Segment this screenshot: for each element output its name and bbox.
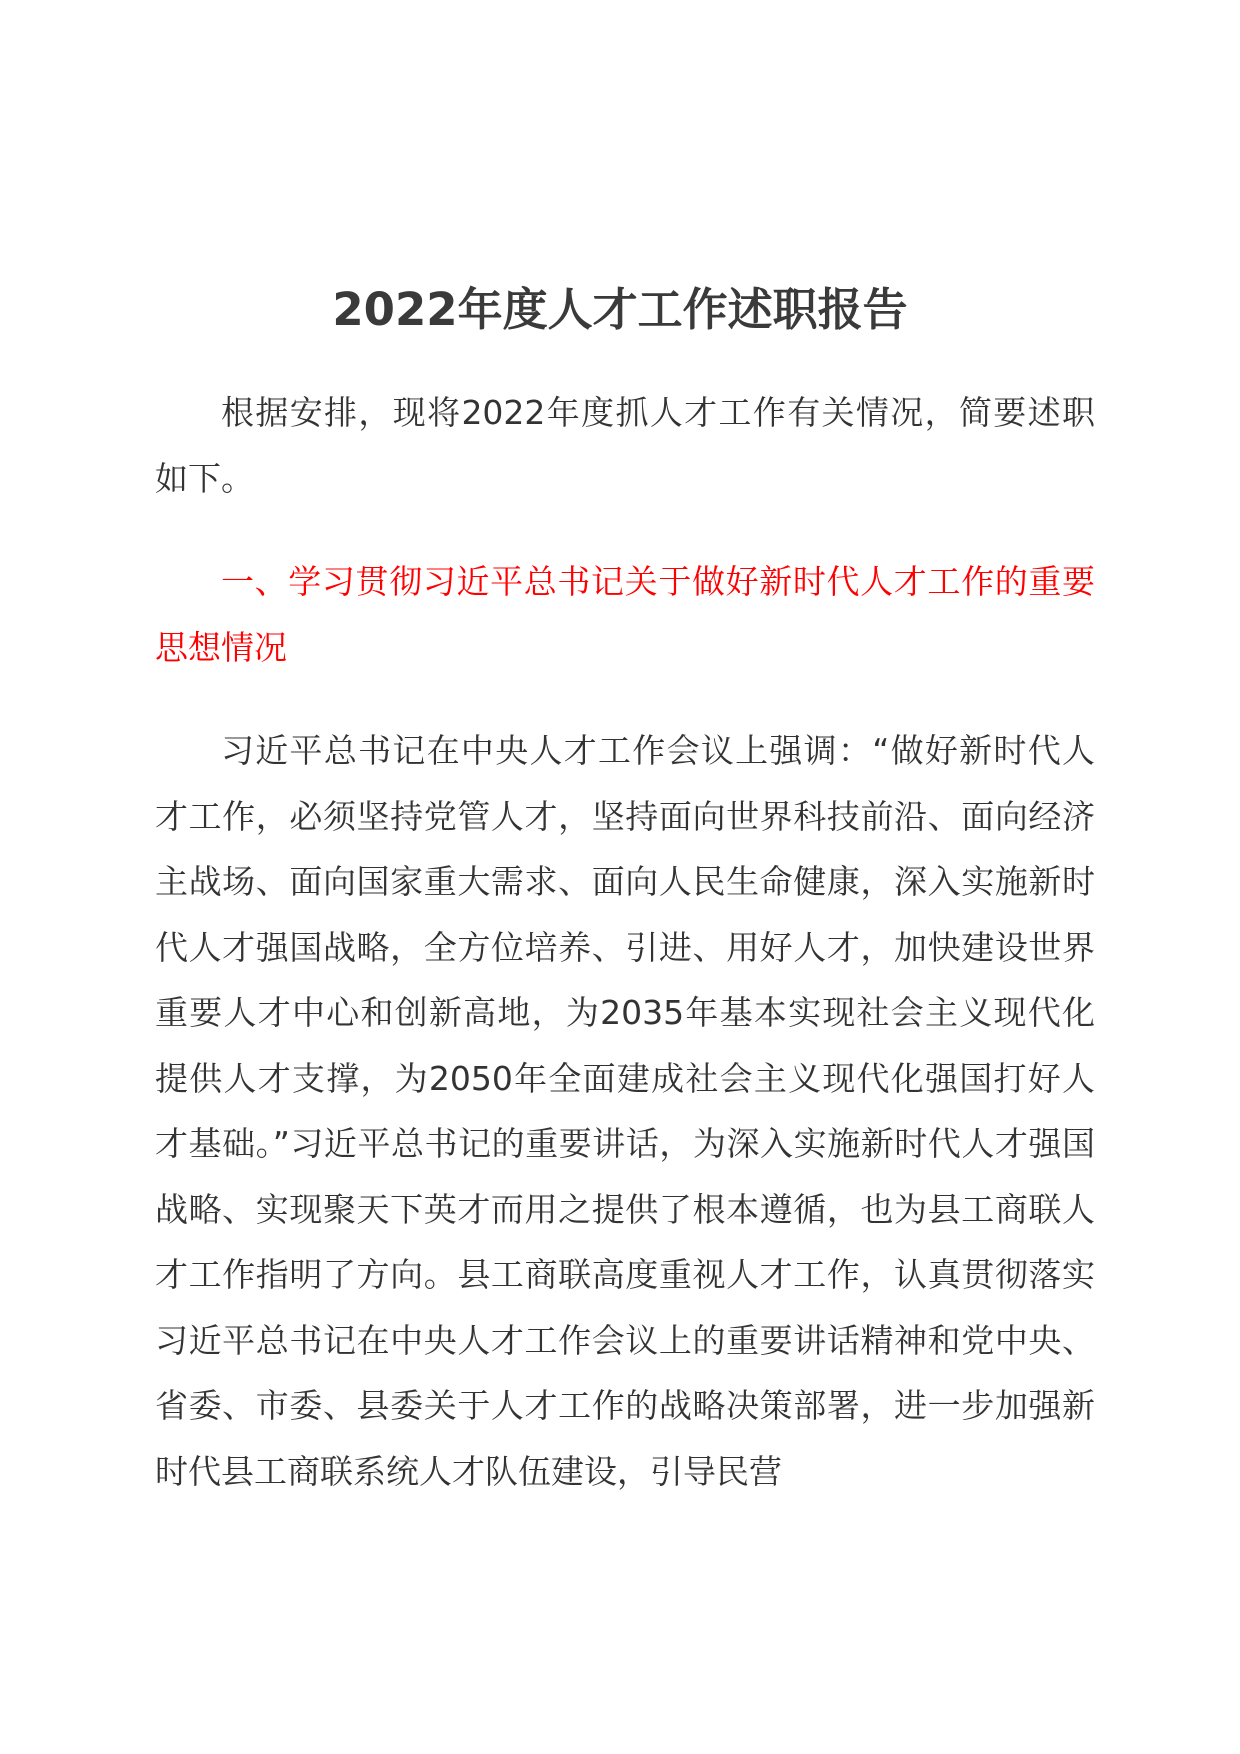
section-1-paragraph: 习近平总书记在中央人才工作会议上强调：“做好新时代人才工作，必须坚持党管人才，坚持面向世界科技前沿、面向经济主战场、面向国家重大需求、面向人民生命健康，深入实施新时代人才强国战略，全方位培养、引进、用好人才，加快建设世界重要人才中心和创新高地，为2035年基本实现社会主义现代化提供人才支撑，为2050年全面建成社会主义现代化强国打好人才基础。”习近平总书记的重要讲话，为深入实施新时代人才强国战略、实现聚天下英才而用之提供了根本遵循，也为县工商联人才工作指明了方向。县工商联高度重视人才工作，认真贯彻落实习近平总书记在中央人才工作会议上的重要讲话精神和党中央、省委、市委、县委关于人才工作的战略决策部署，进一步加强新时代县工商联系统人才队伍建设，引导民营	[155, 731, 1095, 1491]
section-heading-1: 一、学习贯彻习近平总书记关于做好新时代人才工作的重要思想情况	[155, 562, 1095, 667]
intro-paragraph: 根据安排，现将2022年度抓人才工作有关情况，简要述职如下。	[155, 393, 1095, 498]
document-title: 2022年度人才工作述职报告	[332, 283, 908, 336]
document-body	[155, 380, 1095, 1504]
